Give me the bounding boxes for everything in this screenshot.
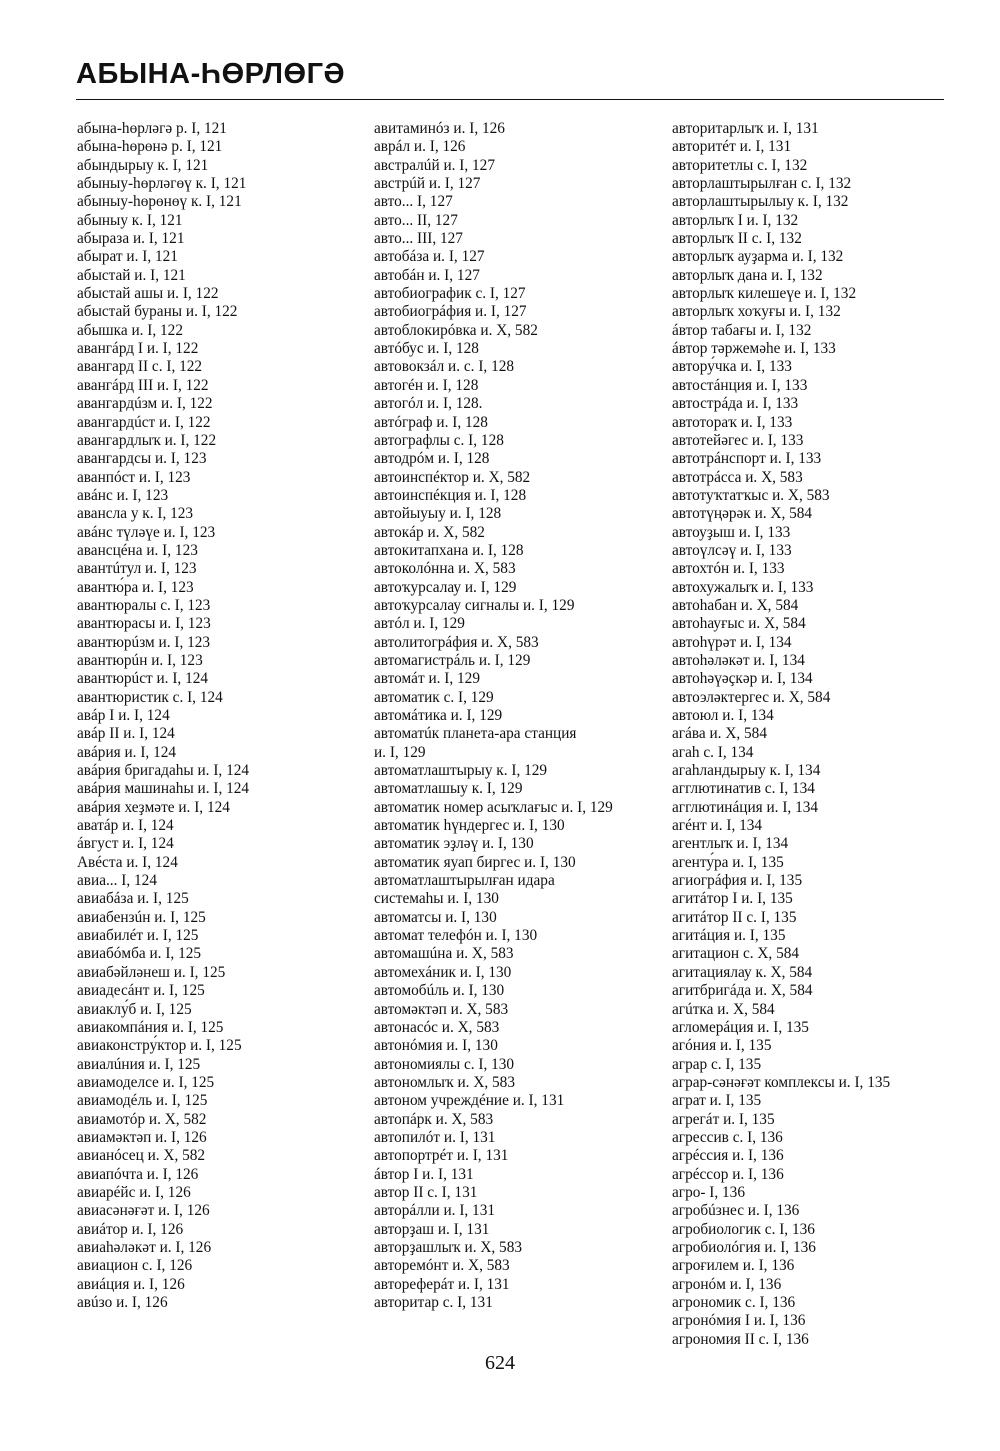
dictionary-entry: автотүңәрәк и. X, 584 bbox=[672, 505, 813, 523]
dictionary-entry: авторемóнт и. X, 583 bbox=[374, 1257, 510, 1275]
dictionary-entry: авансла у к. I, 123 bbox=[77, 505, 194, 523]
dictionary-entry: авиамотóр и. X, 582 bbox=[77, 1110, 207, 1128]
dictionary-entry: автобиографик с. I, 127 bbox=[374, 285, 526, 303]
dictionary-entry: автоматлашыу к. I, 129 bbox=[374, 780, 523, 798]
dictionary-entry: авиамәктәп и. I, 126 bbox=[77, 1128, 207, 1146]
dictionary-entry: аграр-сәнәғәт комплексы и. I, 135 bbox=[672, 1073, 891, 1091]
dictionary-entry: авиацион с. I, 126 bbox=[77, 1257, 193, 1275]
dictionary-entry: агенту́ра и. I, 135 bbox=[672, 853, 784, 871]
dictionary-entry: автомәктәп и. X, 583 bbox=[374, 1000, 509, 1018]
dictionary-entry: автомат телефóн и. I, 130 bbox=[374, 927, 538, 945]
dictionary-entry: автопортрéт и. I, 131 bbox=[374, 1147, 509, 1165]
dictionary-entry: авторлыҡ II с. I, 132 bbox=[672, 230, 802, 248]
dictionary-entry: агиогрáфия и. I, 135 bbox=[672, 872, 803, 890]
dictionary-entry: автохужалыҡ и. I, 133 bbox=[672, 578, 814, 596]
dictionary-entry: автотейәгес и. I, 133 bbox=[672, 431, 804, 449]
dictionary-entry: автóбус и. I, 128 bbox=[374, 340, 479, 358]
dictionary-entry: автомагистрáль и. I, 129 bbox=[374, 651, 531, 669]
dictionary-entry: автоблокирóвка и. X, 582 bbox=[374, 321, 538, 339]
dictionary-entry: австралúй и. I, 127 bbox=[374, 156, 495, 174]
dictionary-entry: автоматик с. I, 129 bbox=[374, 688, 494, 706]
dictionary-entry: аврáл и. I, 126 bbox=[374, 138, 466, 156]
dictionary-entry: австрúй и. I, 127 bbox=[374, 175, 481, 193]
dictionary-entry: автоpáлли и. I, 131 bbox=[374, 1202, 496, 1220]
dictionary-entry: автомашúна и. X, 583 bbox=[374, 945, 514, 963]
dictionary-entry: авиамодéль и. I, 125 bbox=[77, 1092, 208, 1110]
dictionary-entry: автоһүрәт и. I, 134 bbox=[672, 633, 792, 651]
dictionary-entry: авáнс и. I, 123 bbox=[77, 486, 169, 504]
dictionary-entry: авторлыҡ дана и. I, 132 bbox=[672, 266, 823, 284]
dictionary-entry: агéнт и. I, 134 bbox=[672, 817, 763, 835]
dictionary-entry: автомобúль и. I, 130 bbox=[374, 982, 505, 1000]
dictionary-entry: авангáрд III и. I, 122 bbox=[77, 376, 209, 394]
dictionary-entry: абыстай ашы и. I, 122 bbox=[77, 285, 219, 303]
dictionary-entry: авáрия и. I, 124 bbox=[77, 743, 177, 761]
dictionary-entry: авантюрúст и. I, 124 bbox=[77, 670, 209, 688]
dictionary-entry: автопилóт и. I, 131 bbox=[374, 1128, 496, 1146]
dictionary-entry: абырат и. I, 121 bbox=[77, 248, 178, 266]
dictionary-column-3 bbox=[672, 120, 890, 1349]
dictionary-entry: аванпóст и. I, 123 bbox=[77, 468, 191, 486]
dictionary-entry: агрессив с. I, 136 bbox=[672, 1128, 783, 1146]
dictionary-entry: автобáн и. I, 127 bbox=[374, 266, 480, 284]
dictionary-entry: автоколóнна и. X, 583 bbox=[374, 560, 516, 578]
dictionary-entry: автострáда и. I, 133 bbox=[672, 395, 799, 413]
dictionary-entry: авангардлыҡ и. I, 122 bbox=[77, 431, 217, 449]
dictionary-entry: авиа... I, 124 bbox=[77, 872, 157, 890]
dictionary-entry: агронóмия I и. I, 136 bbox=[672, 1312, 806, 1330]
dictionary-entry: автоматсы и. I, 130 bbox=[374, 908, 497, 926]
dictionary-entry: автотораҡ и. I, 133 bbox=[672, 413, 793, 431]
dictionary-entry: авиалúния и. I, 125 bbox=[77, 1055, 201, 1073]
dictionary-entry: автоһауғыс и. X, 584 bbox=[672, 615, 806, 633]
dictionary-entry: автóл и. I, 129 bbox=[374, 615, 465, 633]
dictionary-entry: автодрóм и. I, 128 bbox=[374, 450, 490, 468]
dictionary-entry: аграт и. I, 135 bbox=[672, 1092, 762, 1110]
dictionary-entry: абыныу к. I, 121 bbox=[77, 211, 183, 229]
dictionary-entry: абыныу-һөрләгөү к. I, 121 bbox=[77, 175, 247, 193]
dictionary-entry: агро- I, 136 bbox=[672, 1183, 745, 1201]
dictionary-entry: авáр II и. I, 124 bbox=[77, 725, 175, 743]
dictionary-entry: автоҡурсалау и. I, 129 bbox=[374, 578, 517, 596]
dictionary-entry: агронóм и. I, 136 bbox=[672, 1275, 782, 1293]
dictionary-entry: авиадесáнт и. I, 125 bbox=[77, 982, 205, 1000]
dictionary-entry: автор II с. I, 131 bbox=[374, 1183, 478, 1201]
dictionary-entry: агроғилем и. I, 136 bbox=[672, 1257, 795, 1275]
dictionary-entry: автокáр и. X, 582 bbox=[374, 523, 485, 541]
dictionary-entry: автоһәүәҫкәр и. I, 134 bbox=[672, 670, 813, 688]
dictionary-entry: автографлы с. I, 128 bbox=[374, 431, 504, 449]
dictionary-entry: агробиологик с. I, 136 bbox=[672, 1220, 815, 1238]
dictionary-entry: авиабóмба и. I, 125 bbox=[77, 945, 202, 963]
dictionary-entry: авантю́ра и. I, 123 bbox=[77, 578, 194, 596]
dictionary-entry: авианóсец и. X, 582 bbox=[77, 1147, 206, 1165]
page-number: 624 bbox=[485, 1352, 515, 1374]
dictionary-entry: авантюрасы и. I, 123 bbox=[77, 615, 211, 633]
dictionary-entry: абына-һөрләгә р. I, 121 bbox=[77, 120, 227, 137]
dictionary-entry: агрéссия и. I, 136 bbox=[672, 1147, 784, 1165]
dictionary-entry: авиасәнәғәт и. I, 126 bbox=[77, 1202, 210, 1220]
dictionary-entry: агрономик с. I, 136 bbox=[672, 1294, 796, 1311]
dictionary-entry: автогóл и. I, 128. bbox=[374, 395, 483, 413]
dictionary-entry: áвтор I и. I, 131 bbox=[374, 1165, 474, 1183]
dictionary-entry: авиабәйләнеш и. I, 125 bbox=[77, 963, 226, 981]
dictionary-entry: автобиогрáфия и. I, 127 bbox=[374, 303, 527, 321]
dictionary-entry: автоинспéктор и. X, 582 bbox=[374, 468, 531, 486]
dictionary-entry: авторитарлыҡ и. I, 131 bbox=[672, 120, 819, 137]
dictionary-entry: автоюл и. I, 134 bbox=[672, 707, 774, 724]
dictionary-entry: авиáция и. I, 126 bbox=[77, 1275, 185, 1293]
dictionary-entry: автолитогрáфия и. X, 583 bbox=[374, 633, 539, 651]
dictionary-entry: автоматик эҙләү и. I, 130 bbox=[374, 835, 534, 853]
dictionary-entry: авто... III, 127 bbox=[374, 230, 463, 248]
dictionary-entry: авангáрд I и. I, 122 bbox=[77, 340, 199, 358]
dictionary-entry: агáва и. X, 584 bbox=[672, 725, 767, 743]
dictionary-entry: автонасóс и. X, 583 bbox=[374, 1018, 500, 1036]
dictionary-entry: автоинспéкция и. I, 128 bbox=[374, 486, 527, 504]
dictionary-entry: авиабáза и. I, 125 bbox=[77, 890, 189, 908]
dictionary-entry: агглютинатив с. I, 134 bbox=[672, 780, 815, 798]
dictionary-entry: авантюристик с. I, 124 bbox=[77, 688, 223, 706]
dictionary-entry: автогéн и. I, 128 bbox=[374, 376, 479, 394]
dictionary-entry: авиабилéт и. I, 125 bbox=[77, 927, 199, 945]
dictionary-entry: автóграф и. I, 128 bbox=[374, 413, 488, 431]
dictionary-entry: автомехáник и. I, 130 bbox=[374, 963, 512, 981]
dictionary-entry: агрономия II с. I, 136 bbox=[672, 1330, 809, 1348]
dictionary-entry: авто... II, 127 bbox=[374, 211, 458, 229]
dictionary-entry: автоуҙыш и. I, 133 bbox=[672, 523, 791, 541]
dictionary-entry: авиаконстру́ктор и. I, 125 bbox=[77, 1037, 242, 1055]
dictionary-entry: автоматик номер асыҡлағыс и. I, 129 bbox=[374, 798, 613, 816]
dictionary-entry: авантúтул и. I, 123 bbox=[77, 560, 197, 578]
dictionary-entry: авторҙаш и. I, 131 bbox=[374, 1220, 490, 1238]
dictionary-entry: автоматúк планета-ара станция bbox=[374, 725, 577, 743]
dictionary-entry: аватáр и. I, 124 bbox=[77, 817, 174, 835]
dictionary-entry: агентлыҡ и. I, 134 bbox=[672, 835, 789, 853]
dictionary-entry: агробúзнес и. I, 136 bbox=[672, 1202, 800, 1220]
dictionary-entry: авторлыҡ I и. I, 132 bbox=[672, 211, 799, 229]
dictionary-entry: автотрáсса и. X, 583 bbox=[672, 468, 803, 486]
dictionary-entry: агитáтор I и. I, 135 bbox=[672, 890, 793, 908]
dictionary-entry: агаһландырыу к. I, 134 bbox=[672, 762, 821, 780]
dictionary-entry: авиаһәләкәт и. I, 126 bbox=[77, 1238, 212, 1256]
dictionary-entry: автоном учреждéние и. I, 131 bbox=[374, 1092, 565, 1110]
dictionary-entry: авúзо и. I, 126 bbox=[77, 1294, 168, 1311]
dictionary-entry: авторлыҡ килешеүе и. I, 132 bbox=[672, 285, 857, 303]
dictionary-entry: автостáнция и. I, 133 bbox=[672, 376, 808, 394]
dictionary-entry: Авéста и. I, 124 bbox=[77, 853, 178, 871]
dictionary-entry: авантюрúн и. I, 123 bbox=[77, 651, 203, 669]
dictionary-entry: авантюралы с. I, 123 bbox=[77, 596, 211, 614]
dictionary-entry: авторлаштырылыу к. I, 132 bbox=[672, 193, 849, 211]
dictionary-entry: автовокзáл и. с. I, 128 bbox=[374, 358, 515, 376]
dictionary-entry: агитацион с. X, 584 bbox=[672, 945, 800, 963]
dictionary-entry: автокитапхана и. I, 128 bbox=[374, 541, 524, 559]
dictionary-entry: авáрия бригадаһы и. I, 124 bbox=[77, 762, 250, 780]
dictionary-entry: авангардúзм и. I, 122 bbox=[77, 395, 213, 413]
dictionary-entry: áвтор табағы и. I, 132 bbox=[672, 321, 812, 339]
dictionary-entry: абыраза и. I, 121 bbox=[77, 230, 185, 248]
dictionary-entry: авáнс түләүе и. I, 123 bbox=[77, 523, 216, 541]
dictionary-entry: авиабензúн и. I, 125 bbox=[77, 908, 206, 926]
dictionary-entry: авиакомпáния и. I, 125 bbox=[77, 1018, 224, 1036]
dictionary-entry: авторлаштырылған с. I, 132 bbox=[672, 175, 852, 193]
dictionary-entry: агóния и. I, 135 bbox=[672, 1037, 772, 1055]
dictionary-entry: авиáтор и. I, 126 bbox=[77, 1220, 184, 1238]
dictionary-entry: áвгуст и. I, 124 bbox=[77, 835, 174, 853]
dictionary-column-2 bbox=[374, 120, 613, 1312]
dictionary-entry: автомáт и. I, 129 bbox=[374, 670, 480, 688]
dictionary-entry: агробиолóгия и. I, 136 bbox=[672, 1238, 816, 1256]
dictionary-entry: абыныу-һөрөнөү к. I, 121 bbox=[77, 193, 242, 211]
page-title: АБЫНА-ҺӨРЛӨГӘ bbox=[76, 58, 346, 90]
dictionary-entry: авторҙашлыҡ и. X, 583 bbox=[374, 1238, 523, 1256]
dictionary-entry: áвтор тәржемәһе и. I, 133 bbox=[672, 340, 836, 358]
dictionary-entry: абындырыу к. I, 121 bbox=[77, 156, 209, 174]
title-rule bbox=[76, 99, 944, 100]
dictionary-entry: автоүлсәү и. I, 133 bbox=[672, 541, 792, 559]
dictionary-entry: агúтка и. X, 584 bbox=[672, 1000, 775, 1018]
dictionary-entry: авитаминóз и. I, 126 bbox=[374, 120, 505, 137]
dictionary-entry: авиарéйс и. I, 126 bbox=[77, 1183, 191, 1201]
dictionary-entry: автоэләктергес и. X, 584 bbox=[672, 688, 831, 706]
dictionary-entry: авторефeрáт и. I, 131 bbox=[374, 1275, 510, 1293]
dictionary-column-1 bbox=[77, 120, 249, 1312]
dictionary-entry: абына-һөрөнә р. I, 121 bbox=[77, 138, 223, 156]
dictionary-entry: авáрия машинаһы и. I, 124 bbox=[77, 780, 250, 798]
dictionary-entry: и. I, 129 bbox=[374, 743, 426, 761]
dictionary-entry: автохтóн и. I, 133 bbox=[672, 560, 785, 578]
dictionary-entry: агитбригáда и. X, 584 bbox=[672, 982, 813, 1000]
dictionary-entry: агитáтор II с. I, 135 bbox=[672, 908, 797, 926]
dictionary-entry: авангард II с. I, 122 bbox=[77, 358, 203, 376]
dictionary-entry: агглютинáция и. I, 134 bbox=[672, 798, 819, 816]
dictionary-entry: авáр I и. I, 124 bbox=[77, 707, 170, 724]
dictionary-entry: автонóмия и. I, 130 bbox=[374, 1037, 498, 1055]
dictionary-entry: автоһабан и. X, 584 bbox=[672, 596, 799, 614]
dictionary-entry: агрéссор и. I, 136 bbox=[672, 1165, 784, 1183]
dictionary-entry: автобáза и. I, 127 bbox=[374, 248, 485, 266]
dictionary-entry: авансцéна и. I, 123 bbox=[77, 541, 198, 559]
dictionary-entry: авторлыҡ хоҡуғы и. I, 132 bbox=[672, 303, 841, 321]
dictionary-entry: авантюрúзм и. I, 123 bbox=[77, 633, 211, 651]
dictionary-entry: автономиялы с. I, 130 bbox=[374, 1055, 515, 1073]
dictionary-entry: авиапóчта и. I, 126 bbox=[77, 1165, 199, 1183]
dictionary-entry: автору́чка и. I, 133 bbox=[672, 358, 792, 376]
dictionary-entry: автоматлаштырылған идара bbox=[374, 872, 555, 890]
dictionary-entry: авто... I, 127 bbox=[374, 193, 453, 211]
dictionary-entry: автомáтика и. I, 129 bbox=[374, 707, 503, 724]
dictionary-entry: агаһ с. I, 134 bbox=[672, 743, 754, 761]
dictionary-entry: авангардсы и. I, 123 bbox=[77, 450, 207, 468]
dictionary-entry: автономлыҡ и. X, 583 bbox=[374, 1073, 515, 1091]
dictionary-entry: агрегáт и. I, 135 bbox=[672, 1110, 775, 1128]
dictionary-entry: системаһы и. I, 130 bbox=[374, 890, 499, 908]
dictionary-entry: абышка и. I, 122 bbox=[77, 321, 183, 339]
dictionary-entry: автопáрк и. X, 583 bbox=[374, 1110, 494, 1128]
dictionary-entry: автотуҡтатҡыс и. X, 583 bbox=[672, 486, 830, 504]
dictionary-entry: авангардúст и. I, 122 bbox=[77, 413, 211, 431]
dictionary-entry: авиамоделсе и. I, 125 bbox=[77, 1073, 215, 1091]
dictionary-entry: автоматлаштырыу к. I, 129 bbox=[374, 762, 548, 780]
dictionary-entry: автотрáнспорт и. I, 133 bbox=[672, 450, 822, 468]
dictionary-entry: авторитетлы с. I, 132 bbox=[672, 156, 808, 174]
dictionary-entry: агитáция и. I, 135 bbox=[672, 927, 786, 945]
dictionary-entry: автоматик һүндергес и. I, 130 bbox=[374, 817, 565, 835]
dictionary-entry: авторитéт и. I, 131 bbox=[672, 138, 792, 156]
dictionary-entry: авторитар с. I, 131 bbox=[374, 1294, 493, 1311]
dictionary-entry: авáрия хеҙмәте и. I, 124 bbox=[77, 798, 230, 816]
dictionary-entry: автойыуыу и. I, 128 bbox=[374, 505, 502, 523]
dictionary-entry: агитациялау к. X, 584 bbox=[672, 963, 813, 981]
dictionary-entry: авторлыҡ ауҙарма и. I, 132 bbox=[672, 248, 844, 266]
dictionary-entry: автоматик яуап биргес и. I, 130 bbox=[374, 853, 576, 871]
dictionary-entry: автоһәләкәт и. I, 134 bbox=[672, 651, 805, 669]
dictionary-entry: абыстай и. I, 121 bbox=[77, 266, 186, 284]
dictionary-entry: абыстай бураны и. I, 122 bbox=[77, 303, 238, 321]
dictionary-entry: авиаклу́б и. I, 125 bbox=[77, 1000, 192, 1018]
dictionary-entry: автоҡурсалау сигналы и. I, 129 bbox=[374, 596, 575, 614]
dictionary-entry: аграр с. I, 135 bbox=[672, 1055, 762, 1073]
dictionary-entry: агломерáция и. I, 135 bbox=[672, 1018, 809, 1036]
